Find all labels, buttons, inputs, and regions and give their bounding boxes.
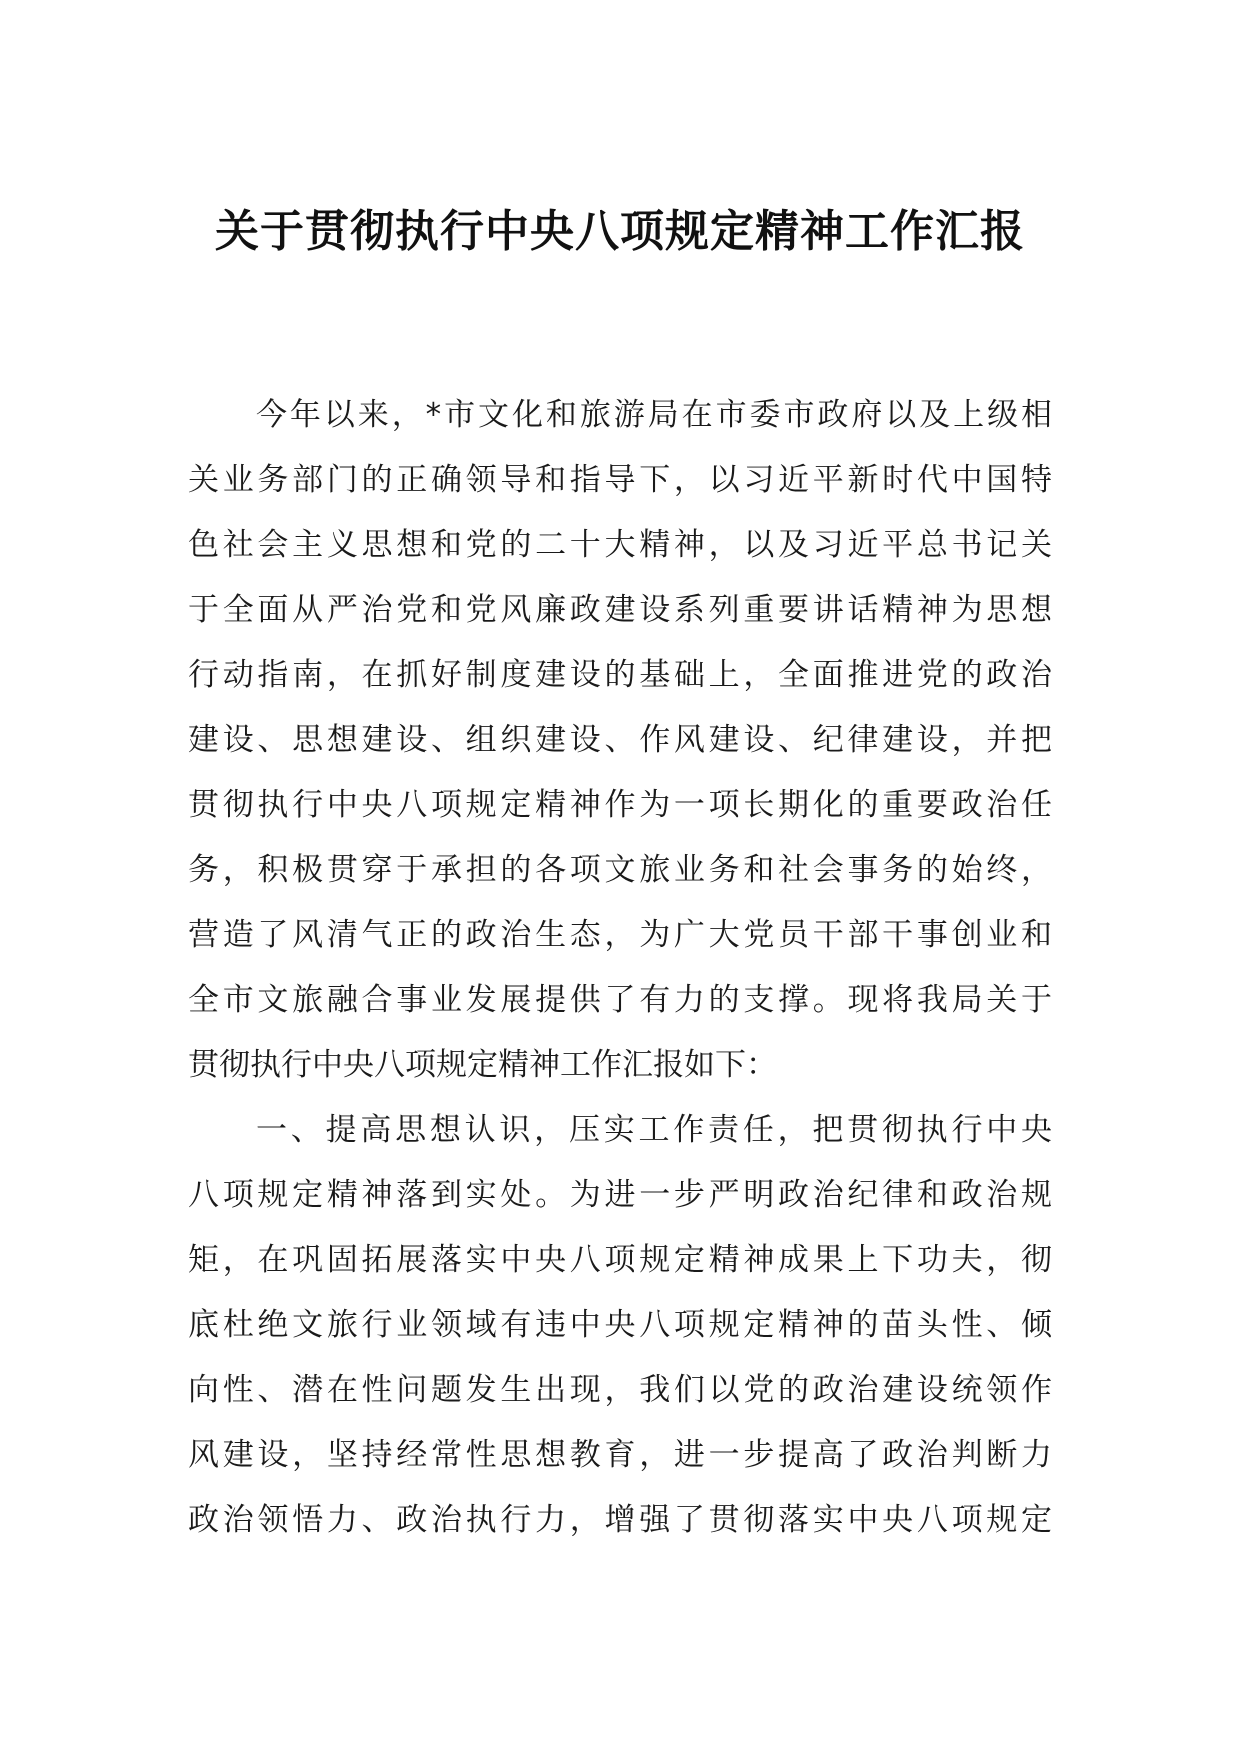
document-title: 关于贯彻执行中央八项规定精神工作汇报 (215, 206, 1025, 257)
paragraph-section-one (188, 1098, 1052, 1553)
text-line: 今年以来，*市文化和旅游局在市委市政府以及上级相 (256, 397, 1052, 433)
text-line: 于全面从严治党和党风廉政建设系列重要讲话精神为思想 (188, 592, 1052, 628)
text-line: 关业务部门的正确领导和指导下，以习近平新时代中国特 (188, 462, 1052, 498)
text-line: 贯彻执行中央八项规定精神作为一项长期化的重要政治任 (188, 787, 1052, 823)
text-line: 贯彻执行中央八项规定精神工作汇报如下： (188, 1047, 777, 1083)
document-body (188, 383, 1052, 1553)
text-line: 色社会主义思想和党的二十大精神，以及习近平总书记关 (188, 527, 1052, 563)
paragraph-intro (188, 383, 1052, 1098)
text-line: 一、提高思想认识，压实工作责任，把贯彻执行中央 (256, 1112, 1052, 1148)
text-line: 全市文旅融合事业发展提供了有力的支撑。现将我局关于 (188, 982, 1052, 1018)
text-line: 底杜绝文旅行业领域有违中央八项规定精神的苗头性、倾 (188, 1307, 1052, 1343)
text-line: 政治领悟力、政治执行力，增强了贯彻落实中央八项规定 (188, 1502, 1052, 1538)
text-line: 行动指南，在抓好制度建设的基础上，全面推进党的政治 (188, 657, 1052, 693)
text-line: 营造了风清气正的政治生态，为广大党员干部干事创业和 (188, 917, 1052, 953)
text-line: 风建设，坚持经常性思想教育，进一步提高了政治判断力 (188, 1437, 1052, 1473)
text-line: 八项规定精神落到实处。为进一步严明政治纪律和政治规 (188, 1177, 1052, 1213)
text-line: 建设、思想建设、组织建设、作风建设、纪律建设，并把 (188, 722, 1052, 758)
text-line: 务，积极贯穿于承担的各项文旅业务和社会事务的始终， (188, 852, 1052, 888)
text-line: 矩，在巩固拓展落实中央八项规定精神成果上下功夫，彻 (188, 1242, 1052, 1278)
text-line: 向性、潜在性问题发生出现，我们以党的政治建设统领作 (188, 1372, 1052, 1408)
